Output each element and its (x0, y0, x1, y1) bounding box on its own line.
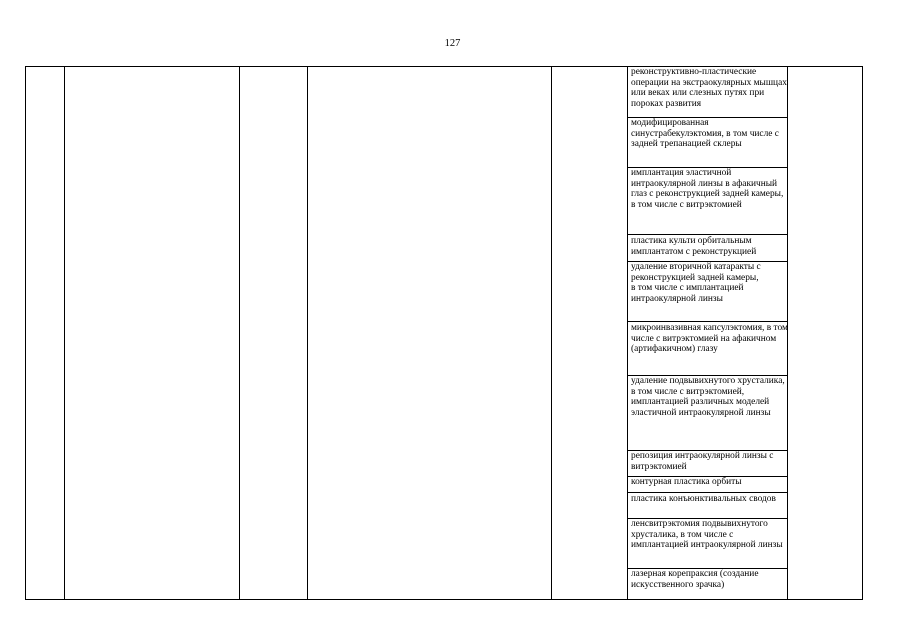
procedure-cell: репозиция интраокулярной линзы с витрэктомией (631, 451, 774, 472)
procedure-cell: удаление вторичной катаракты с реконструкцией задней камеры, в том числе с имплантацией интраокулярной линзы (631, 262, 761, 304)
procedure-cell: лазерная корепраксия (создание искусственного зрачка) (631, 569, 759, 590)
procedure-cell: микроинвазивная капсулэктомия, в том числе с витрэктомией на афакичном (артифакичном) глазу (631, 323, 788, 355)
page-number: 127 (444, 38, 461, 49)
column-divider (239, 67, 240, 599)
column-divider (551, 67, 552, 599)
row-divider (628, 321, 788, 322)
procedure-cell: удаление подвывихнутого хрусталика, в том числе с витрэктомией, имплантацией различных моделей эластичной интраокулярной линзы (631, 376, 785, 418)
column-divider (307, 67, 308, 599)
row-divider (628, 492, 788, 493)
procedure-cell: имплантация эластичной интраокулярной линзы в афакичный глаз с реконструкцией задней камеры, в том числе с витрэктомией (631, 168, 784, 210)
procedure-cell: контурная пластика орбиты (631, 477, 742, 487)
procedure-cell: пластика конъюнктивальных сводов (631, 494, 776, 504)
row-divider (628, 234, 788, 235)
procedures-column (628, 67, 788, 599)
table (25, 66, 863, 600)
procedure-cell: модифицированная синустрабекулэктомия, в том числе с задней трепанацией склеры (631, 118, 779, 150)
procedure-cell: пластика культи орбитальным имплантатом с реконструкцией (631, 236, 757, 257)
column-divider (64, 67, 65, 599)
procedure-cell: ленсвитрэктомия подвывихнутого хрусталика, в том числе с имплантацией интраокулярной линзы (631, 519, 783, 551)
procedure-cell: реконструктивно-пластические операции на экстраокулярных мышцах или веках или слезных путях при пороках развития (631, 67, 787, 109)
